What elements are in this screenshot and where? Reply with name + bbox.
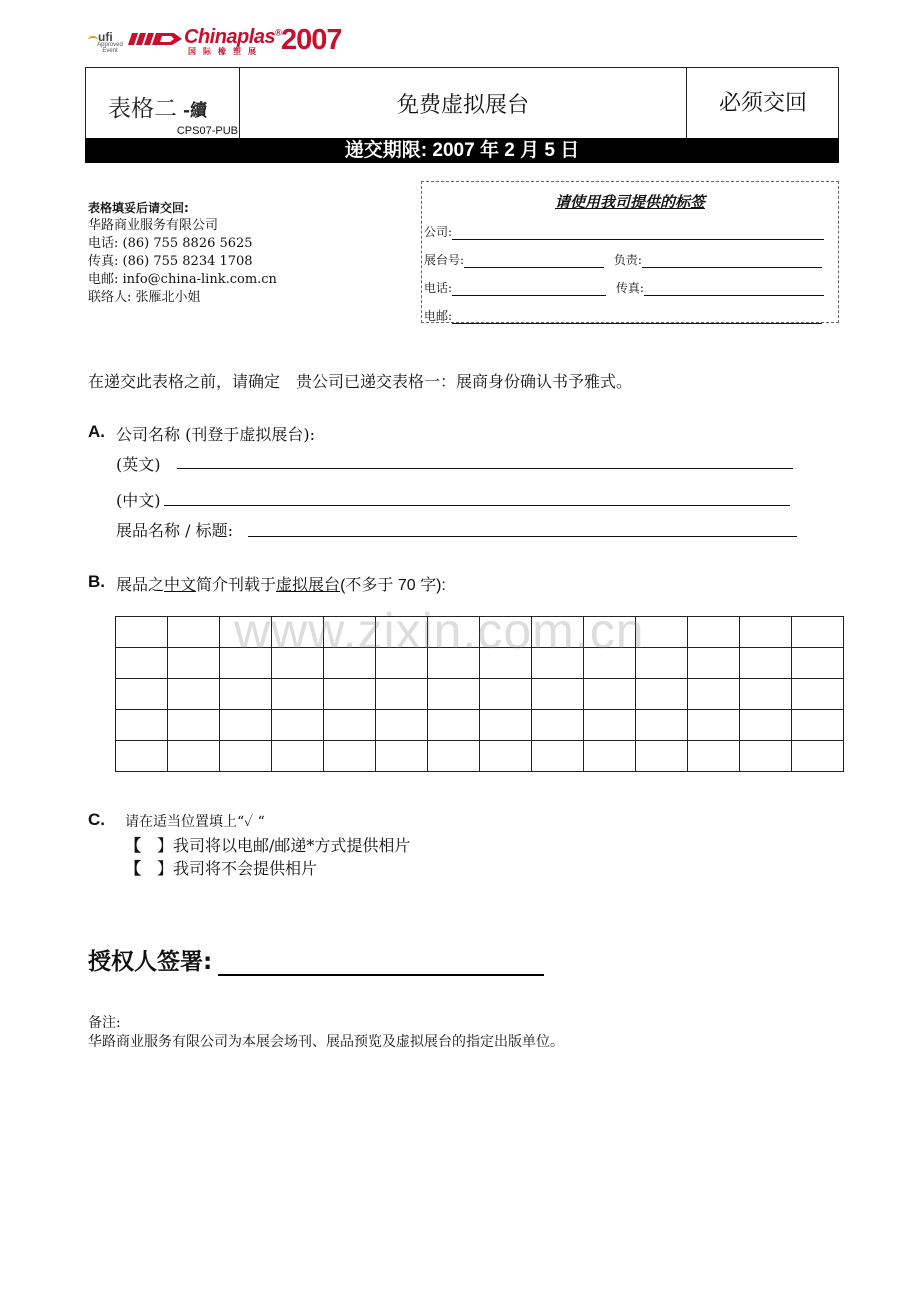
grid-cell[interactable] <box>272 679 324 710</box>
label-company-field[interactable] <box>452 227 824 240</box>
grid-cell[interactable] <box>584 741 636 772</box>
return-info <box>88 199 277 307</box>
product-name-label: 展品名称 / 标题: <box>116 521 233 540</box>
section-c-label: 请在适当位置填上“✓ “ <box>125 814 265 830</box>
note <box>88 1014 564 1052</box>
ufi-logo <box>88 30 124 54</box>
grid-cell[interactable] <box>532 741 584 772</box>
label-tel-row <box>424 279 824 296</box>
grid-row <box>116 710 844 741</box>
section-b-letter: B. <box>88 572 105 591</box>
grid-cell[interactable] <box>428 679 480 710</box>
option-email-post-checkbox[interactable]: 【 <box>125 836 142 855</box>
label-booth-field[interactable] <box>464 255 604 268</box>
grid-cell[interactable] <box>324 710 376 741</box>
label-booth: 展台号: <box>424 253 465 267</box>
label-email: 电邮: <box>424 309 453 323</box>
return-company: 华路商业服务有限公司 <box>88 218 219 233</box>
label-person-field[interactable] <box>642 255 822 268</box>
grid-cell[interactable] <box>116 741 168 772</box>
grid-row <box>116 679 844 710</box>
label-box <box>421 181 839 323</box>
option-no-photo[interactable] <box>125 856 317 879</box>
grid-cell[interactable] <box>688 710 740 741</box>
form-number: 表格二 -續 <box>108 96 208 122</box>
grid-cell[interactable] <box>792 617 844 648</box>
label-fax: 传真: <box>615 281 644 295</box>
label-fax-field[interactable] <box>644 283 824 296</box>
grid-cell[interactable] <box>584 710 636 741</box>
form-continued: -續 <box>183 101 208 121</box>
return-email: 电邮: info@china-link.com.cn <box>88 272 277 287</box>
grid-cell[interactable] <box>740 617 792 648</box>
signature-label: 授权人签署: <box>88 949 213 975</box>
watermark: www.zixin.com.cn <box>234 603 645 659</box>
chinese-name-label: (中文) <box>116 491 161 510</box>
grid-cell[interactable] <box>688 617 740 648</box>
grid-cell[interactable] <box>792 741 844 772</box>
deadline-banner: 递交期限: 2007 年 2 月 5 日 <box>85 138 839 163</box>
grid-cell[interactable] <box>168 617 220 648</box>
grid-cell[interactable] <box>428 741 480 772</box>
grid-cell[interactable] <box>116 617 168 648</box>
chinaplas-logo-mark-icon <box>128 31 184 47</box>
return-fax: 传真: (86) 755 8234 1708 <box>88 254 253 269</box>
grid-cell[interactable] <box>740 679 792 710</box>
note-text: 华路商业服务有限公司为本展会场刊、展品预览及虚拟展台的指定出版单位。 <box>88 1034 564 1050</box>
option-no-photo-checkbox[interactable]: 【 <box>125 859 142 878</box>
grid-cell[interactable] <box>792 679 844 710</box>
grid-cell[interactable] <box>688 679 740 710</box>
grid-cell[interactable] <box>168 710 220 741</box>
grid-cell[interactable] <box>792 710 844 741</box>
grid-cell[interactable] <box>168 679 220 710</box>
grid-cell[interactable] <box>532 679 584 710</box>
product-name-field[interactable] <box>248 536 797 537</box>
grid-cell[interactable] <box>480 710 532 741</box>
label-company: 公司: <box>424 225 453 239</box>
must-return-label: 必须交回 <box>718 91 807 116</box>
english-name-label: (英文) <box>116 455 161 474</box>
ufi-text: ufi <box>98 30 113 44</box>
brand-name-cn: 国际橡塑展 <box>188 47 263 56</box>
grid-cell[interactable] <box>116 710 168 741</box>
label-email-field[interactable] <box>452 311 822 324</box>
option-email-post[interactable] <box>125 833 410 856</box>
return-heading: 表格填妥后请交回: <box>88 201 189 215</box>
return-tel: 电话: (86) 755 8826 5625 <box>88 236 253 251</box>
grid-cell[interactable] <box>584 679 636 710</box>
label-tel-field[interactable] <box>452 283 606 296</box>
grid-cell[interactable] <box>740 741 792 772</box>
english-name-field[interactable] <box>177 468 793 469</box>
label-box-title: 请使用我司提供的标签 <box>554 193 705 211</box>
option-email-post-label: 】我司将以电邮/邮递*方式提供相片 <box>157 836 411 855</box>
option-no-photo-label: 】我司将不会提供相片 <box>157 859 318 878</box>
section-c-letter: C. <box>88 810 105 829</box>
intro-text: 在递交此表格之前，请确定 贵公司已递交表格一：展商身份确认书予雅式。 <box>88 372 633 391</box>
grid-cell[interactable] <box>220 710 272 741</box>
header-table <box>85 67 839 139</box>
section-a-label: 公司名称 (刊登于虚拟展台): <box>116 425 315 444</box>
grid-cell[interactable] <box>324 741 376 772</box>
grid-cell[interactable] <box>428 710 480 741</box>
grid-cell[interactable] <box>740 710 792 741</box>
label-tel: 电话: <box>424 281 453 295</box>
grid-cell[interactable] <box>480 741 532 772</box>
grid-cell[interactable] <box>272 710 324 741</box>
grid-cell[interactable] <box>376 679 428 710</box>
note-label: 备注: <box>88 1015 121 1031</box>
brand-year: 2007 <box>281 24 342 56</box>
label-company-row <box>424 223 824 240</box>
grid-cell[interactable] <box>740 648 792 679</box>
grid-cell[interactable] <box>532 710 584 741</box>
ufi-subtext: Approved Event <box>97 42 123 54</box>
grid-cell[interactable] <box>636 710 688 741</box>
grid-cell[interactable] <box>636 741 688 772</box>
grid-cell[interactable] <box>116 679 168 710</box>
section-a-letter: A. <box>88 422 105 441</box>
grid-row <box>116 741 844 772</box>
grid-cell[interactable] <box>792 648 844 679</box>
signature-field[interactable] <box>218 950 544 976</box>
label-email-row <box>424 307 822 324</box>
grid-cell[interactable] <box>272 741 324 772</box>
grid-cell[interactable] <box>324 679 376 710</box>
return-contact: 联络人: 张雁北小姐 <box>88 290 201 305</box>
grid-cell[interactable] <box>116 648 168 679</box>
grid-cell[interactable] <box>636 679 688 710</box>
grid-cell[interactable] <box>376 710 428 741</box>
grid-cell[interactable] <box>220 679 272 710</box>
form-title: 免费虚拟展台 <box>396 93 529 118</box>
grid-cell[interactable] <box>168 741 220 772</box>
label-person: 负责: <box>613 253 642 267</box>
grid-cell[interactable] <box>688 741 740 772</box>
grid-cell[interactable] <box>480 679 532 710</box>
grid-cell[interactable] <box>220 741 272 772</box>
brand-name: Chinaplas® <box>184 26 282 48</box>
grid-cell[interactable] <box>376 741 428 772</box>
section-b-label: 展品之中文简介刊载于虚拟展台(不多于 70 字): <box>116 575 446 594</box>
label-booth-row <box>424 251 822 268</box>
grid-cell[interactable] <box>168 648 220 679</box>
signature-row <box>88 943 544 976</box>
chinese-name-field[interactable] <box>164 505 790 506</box>
form-code: CPS07-PUB <box>176 125 238 137</box>
grid-cell[interactable] <box>688 648 740 679</box>
